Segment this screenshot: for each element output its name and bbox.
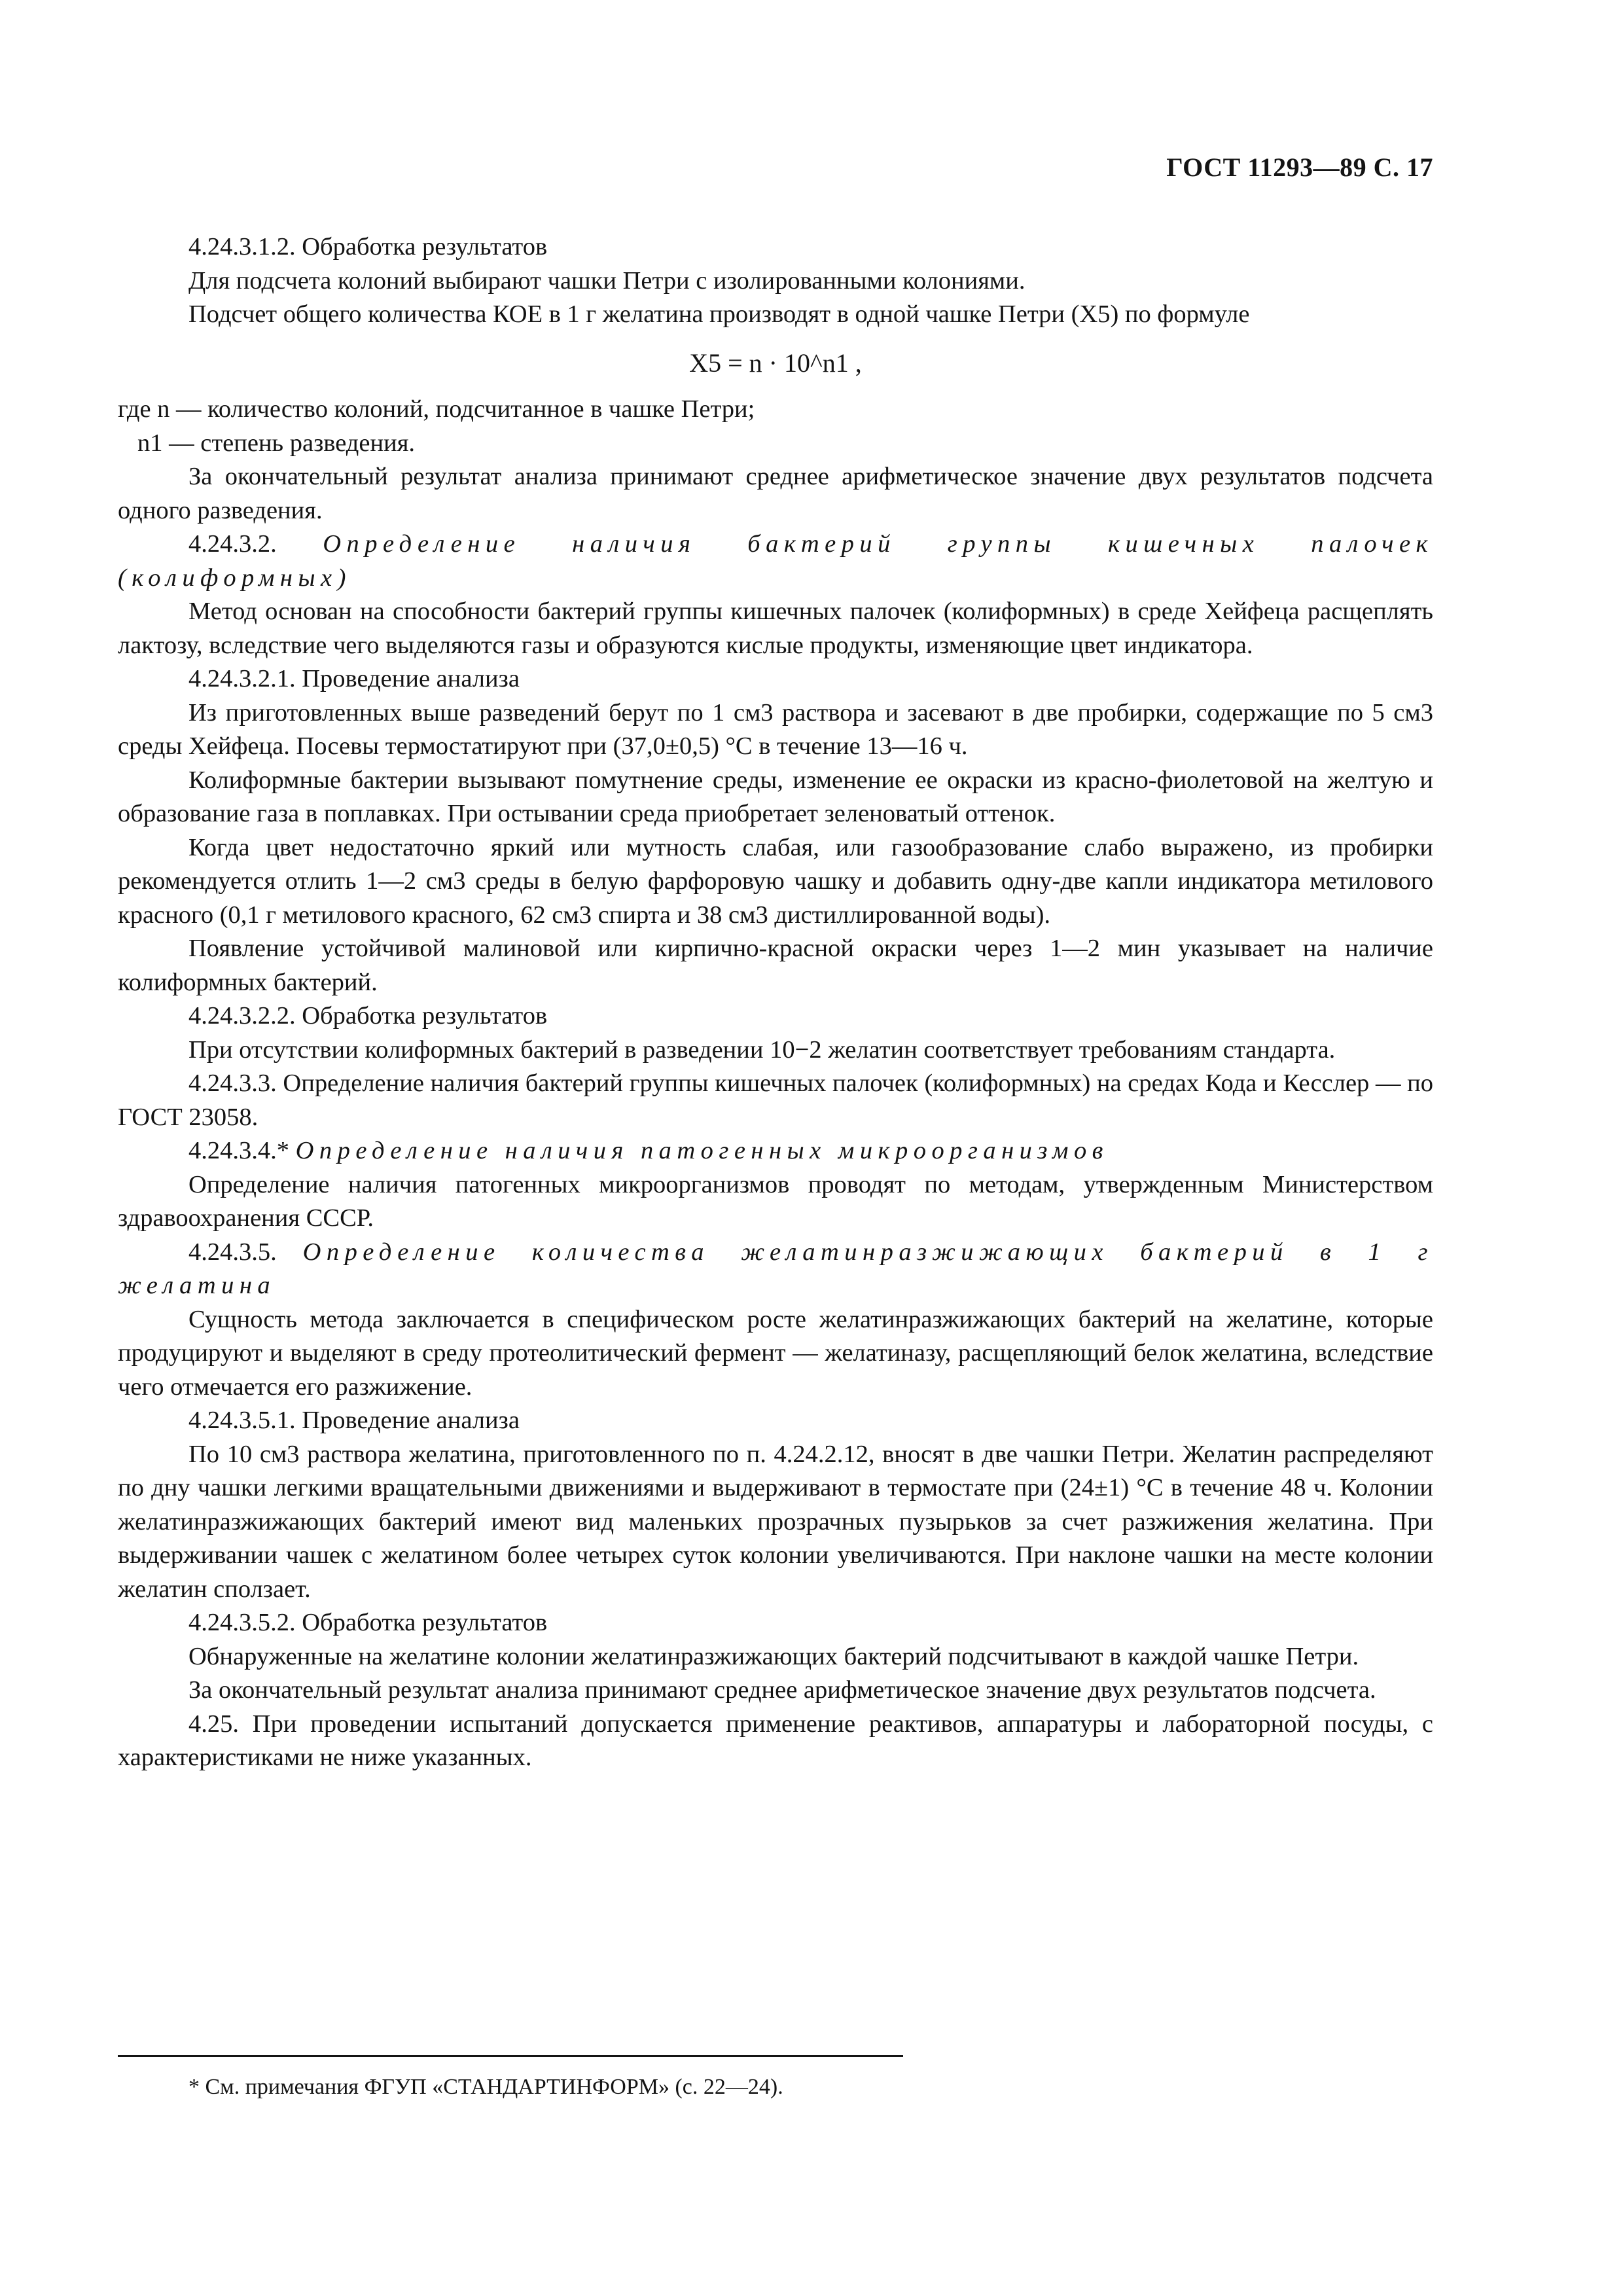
subsection-heading: 4.24.3.5.1. Проведение анализа (188, 1407, 520, 1434)
paragraph: За окончательный результат анализа принимают среднее арифметическое значение двух результатов подсчета. (188, 1676, 1376, 1704)
section-heading-4-24-3-4 (118, 1134, 1433, 1168)
paragraph: За окончательный результат анализа принимают среднее арифметическое значение двух результатов подсчета одного разведения. (118, 463, 1433, 524)
formula-legend-n1: n1 — степень разведения. (137, 429, 416, 457)
paragraph: Колиформные бактерии вызывают помутнение среды, изменение ее окраски из красно-фиолетовой на желтую и образование газа в поплавках. При остывании среда приобретает зеленоватый оттенок. (118, 766, 1433, 827)
subsection-heading: 4.24.3.2.2. Обработка результатов (188, 1002, 548, 1030)
paragraph: Обнаруженные на желатине колонии желатинразжижающих бактерий подсчитывают в каждой чашке Петри. (188, 1642, 1359, 1670)
section-number: 4.24.3.4.* (188, 1137, 289, 1164)
section-number: 4.24.3.2. (188, 530, 277, 558)
section-number: 4.24.3.5. (188, 1238, 277, 1266)
section-heading-4-24-3-5 (118, 1236, 1433, 1303)
footnote-divider (118, 2055, 903, 2057)
section-title: Определение количества желатинразжижающих бактерий в 1 г желатина (118, 1238, 1433, 1299)
section-4-25: 4.25. При проведении испытаний допускается применение реактивов, аппаратуры и лабораторной посуды, с характеристиками не ниже указанных. (118, 1710, 1433, 1771)
section-heading-4-24-3-1-2: 4.24.3.1.2. Обработка результатов (188, 233, 548, 260)
formula: X5 = n · 10^n1 , (689, 348, 862, 378)
section-heading-4-24-3-2 (118, 528, 1433, 595)
paragraph: Сущность метода заключается в специфическом росте желатинразжижающих бактерий на желатине, которые продуцируют и выделяют в среду протеолитический фермент — желатиназу, расщепляющий белок желатина, вследствие чего отмечается его разжижение. (118, 1305, 1433, 1401)
subsection-heading: 4.24.3.5.2. Обработка результатов (188, 1609, 548, 1636)
formula-legend-n: где n — количество колоний, подсчитанное в чашке Петри; (118, 395, 755, 423)
paragraph: Метод основан на способности бактерий группы кишечных палочек (колиформных) в среде Хейфеца расщеплять лактозу, вследствие чего выделяются газы и образуются кислые продукты, изменяющие цвет индикатора. (118, 598, 1433, 659)
footnote: * См. примечания ФГУП «СТАНДАРТИНФОРМ» (с. 22—24). (188, 2075, 783, 2099)
paragraph: Для подсчета колоний выбирают чашки Петри с изолированными колониями. (188, 266, 1026, 295)
paragraph: Из приготовленных выше разведений берут по 1 см3 раствора и засевают в две пробирки, содержащие по 5 см3 среды Хейфеца. Посевы термостатируют при (37,0±0,5) °С в течение 13—16 ч. (118, 698, 1433, 760)
paragraph: Определение наличия патогенных микроорганизмов проводят по методам, утвержденным Министерством здравоохранения СССР. (118, 1170, 1433, 1232)
section-title: Определение наличия патогенных микроорганизмов (295, 1137, 1109, 1164)
page-header: ГОСТ 11293—89 С. 17 (1166, 152, 1433, 182)
section-4-24-3-3: 4.24.3.3. Определение наличия бактерий группы кишечных палочек (колиформных) на средах Кода и Кесслер — по ГОСТ 23058. (118, 1069, 1433, 1131)
paragraph: По 10 см3 раствора желатина, приготовленного по п. 4.24.2.12, вносят в две чашки Петри. Желатин распределяют по дну чашки легкими вращательными движениями и выдерживают в термостате при (24±1) °С в течение 48 ч. Колонии желатинразжижающих бактерий имеют вид маленьких прозрачных пузырьков за счет разжижения желатина. При выдерживании чашек с желатином более четырех суток колонии увеличиваются. При наклоне чашки на месте колонии желатин сползает. (118, 1440, 1433, 1603)
document-body (118, 230, 1433, 1775)
paragraph: Когда цвет недостаточно яркий или мутность слабая, или газообразование слабо выражено, из пробирки рекомендуется отлить 1—2 см3 среды в белую фарфоровую чашку и добавить одну-две капли индикатора метилового красного (0,1 г метилового красного, 62 см3 спирта и 38 см3 дистиллированной воды). (118, 833, 1433, 929)
paragraph: Появление устойчивой малиновой или кирпично-красной окраски через 1—2 мин указывает на наличие колиформных бактерий. (118, 935, 1433, 996)
paragraph: Подсчет общего количества КОЕ в 1 г желатина производят в одной чашке Петри (X5) по формуле (188, 300, 1250, 328)
section-title: Определение наличия бактерий группы кишечных палочек (колиформных) (118, 530, 1434, 592)
subsection-heading: 4.24.3.2.1. Проведение анализа (188, 665, 520, 692)
paragraph: При отсутствии колиформных бактерий в разведении 10−2 желатин соответствует требованиям стандарта. (188, 1035, 1336, 1064)
